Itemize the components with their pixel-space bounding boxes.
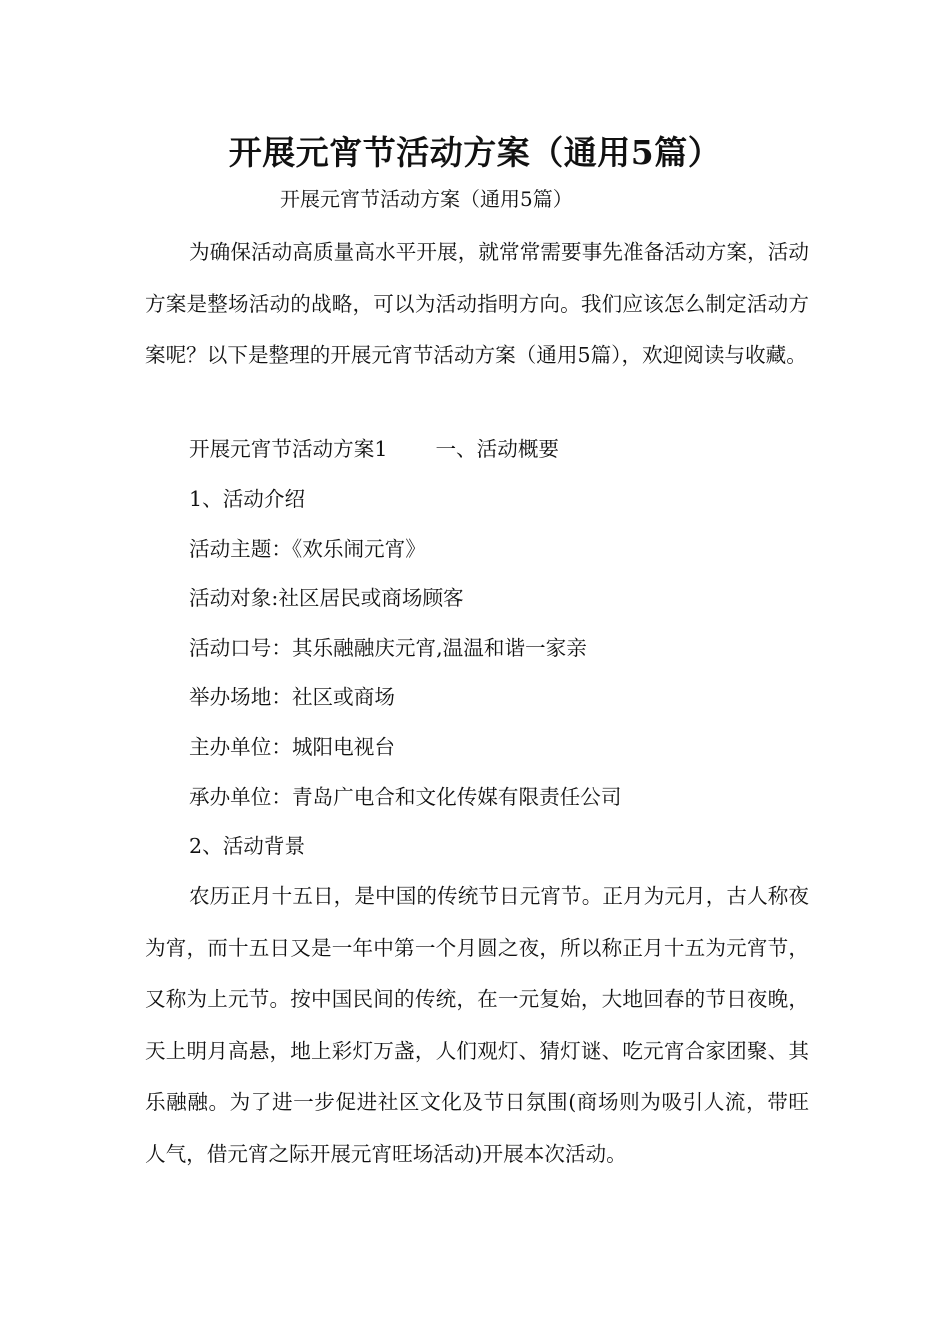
activity-slogan: 活动口号：其乐融融庆元宵,温温和谐一家亲: [189, 636, 587, 660]
activity-audience: 活动对象:社区居民或商场顾客: [189, 586, 464, 610]
activity-organizer: 承办单位：青岛广电合和文化传媒有限责任公司: [189, 785, 622, 809]
section-heading-line: [189, 433, 559, 465]
intro-paragraph: 为确保活动高质量高水平开展，就常常需要事先准备活动方案，活动方案是整场活动的战略，可以为活动指明方向。我们应该怎么制定活动方案呢？以下是整理的开展元宵节活动方案（通用5篇），欢迎阅读与收藏。: [145, 240, 809, 367]
item-activity-background: 2、活动背景: [189, 834, 306, 858]
item-activity-intro: 1、活动介绍: [189, 487, 306, 511]
background-paragraph: 农历正月十五日，是中国的传统节日元宵节。正月为元月，古人称夜为宵，而十五日又是一年中第一个月圆之夜，所以称正月十五为元宵节，又称为上元节。按中国民间的传统，在一元复始，大地回春的节日夜晚，天上明月高悬，地上彩灯万盏，人们观灯、猜灯谜、吃元宵合家团聚、其乐融融。为了进一步促进社区文化及节日氛围(商场则为吸引人流，带旺人气，借元宵之际开展元宵旺场活动)开展本次活动。: [145, 884, 809, 1166]
section-subheading: 一、活动概要: [435, 437, 560, 461]
activity-venue: 举办场地：社区或商场: [189, 685, 395, 709]
activity-theme: 活动主题：《欢乐闹元宵》: [189, 537, 426, 561]
section-heading: 开展元宵节活动方案1: [189, 437, 388, 461]
document-title: 开展元宵节活动方案（通用5篇）: [228, 133, 722, 172]
document-subtitle: 开展元宵节活动方案（通用5篇）: [280, 187, 573, 211]
activity-host: 主办单位：城阳电视台: [189, 735, 395, 759]
